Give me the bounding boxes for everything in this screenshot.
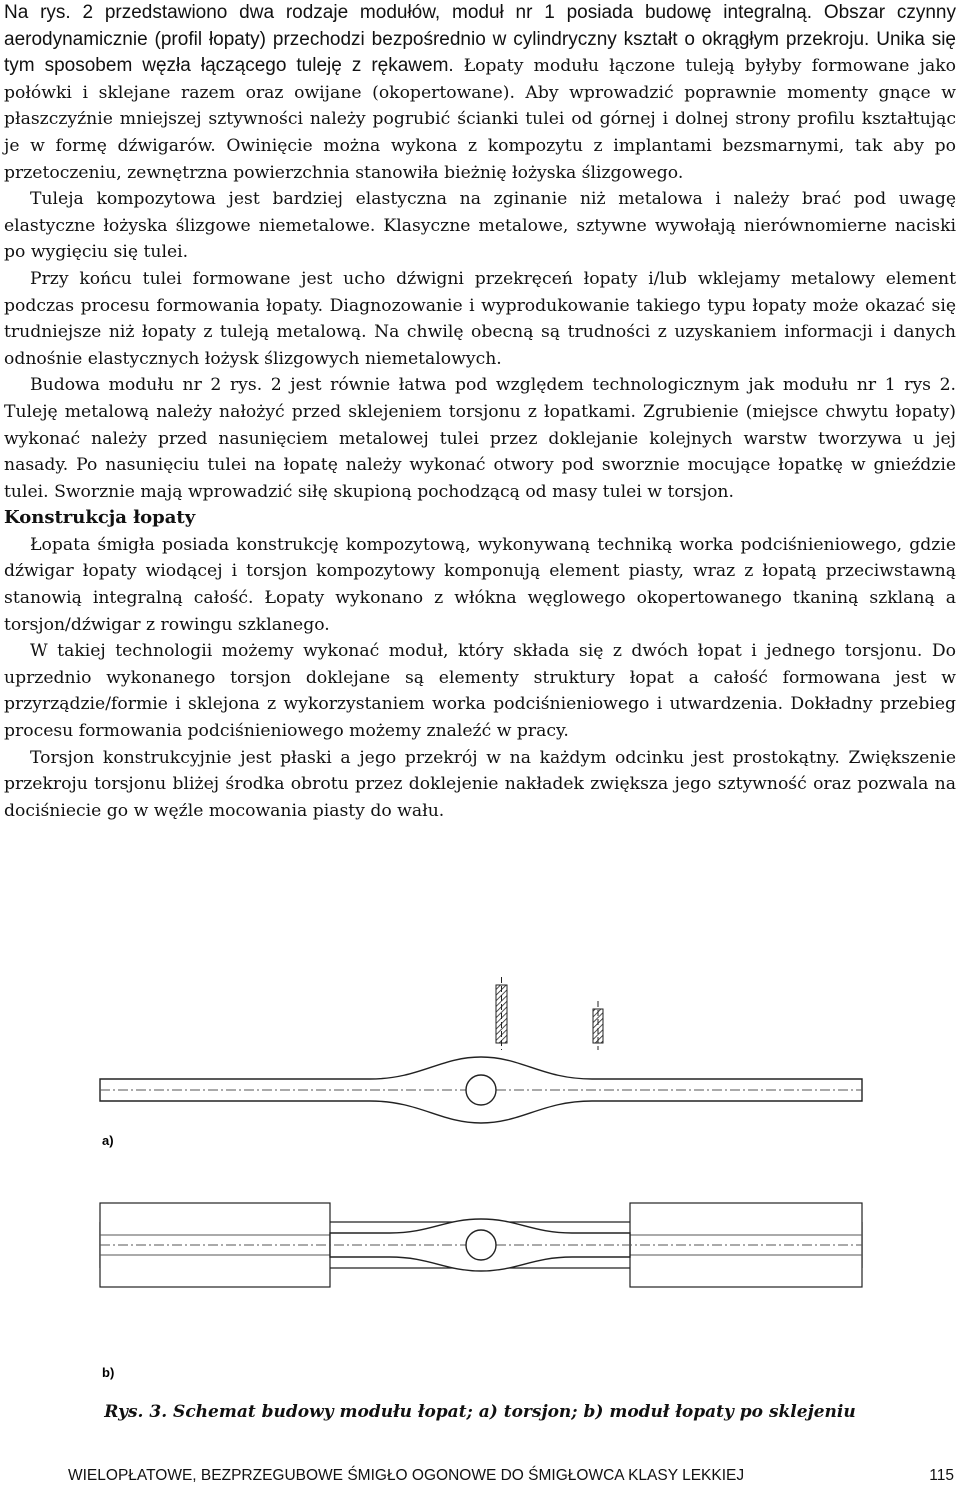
paragraph: Budowa modułu nr 2 rys. 2 jest równie łatwa pod względem technologicznym jak modułu nr 1 rys 2. Tuleję metalową należy nałożyć przed sklejeniem torsjonu z łopatkami. Zgrubienie (miejsce chwytu łopaty) wykonać należy przed nasunięciem metalowej tulei przez doklejanie kolejnych warstw tworzywa u jej nasady. Po nasunięciu tulei na łopatę należy wykonać otwory pod sworznie mocujące łopatkę w gnieździe tulei. Sworznie mają wprowadzić siłę skupioną pochodzącą od masy tulei w torsjon. [4,375,956,502]
torsion-view-a [100,977,862,1148]
paragraph [4,0,956,186]
body-text [4,0,956,824]
label-a: a) [102,1133,114,1148]
hub-hole-b [466,1230,496,1260]
page-number: 115 [929,1467,954,1484]
label-b: b) [102,1365,115,1380]
paragraph: W takiej technologii możemy wykonać moduł, który składa się z dwóch łopat i jednego torsjonu. Do uprzednio wykonanego torsjon doklejane są elementy struktury łopat a całość formowana jest w przyrządzie/formie i sklejona z wykorzystaniem worka podciśnieniowego i utwardzenia. Dokładny przebieg procesu formowania podciśnieniowego możemy znaleźć w pracy. [4,641,956,742]
text-run-serif: Łopaty modułu łączone tuleją byłyby formowane jako połówki i sklejane razem oraz owijane (okopertowane). [4,56,956,103]
torsion-drawing [80,975,880,1395]
hub-hole [466,1075,496,1105]
paragraph: Tuleja kompozytowa jest bardziej elastyczna na zginanie niż metalowa i należy brać pod uwagę elastyczne łożyska ślizgowe niemetalowe. Klasyczne metalowe, sztywne wywołają nierównomierne naciski po wygięciu się tulei. [4,189,956,263]
text-run-sans: Na rys. 2 przedstawiono dwa rodzaje modułów, moduł nr 1 posiada budowę integralną. Obszar czynny aerodynamicznie (profil łopaty) przechodzi bezpośrednio w cylindryczny kształt o okrągłym przekroju. Unika się tym sposobem węzła łączącego tuleję z rękawem. [4,2,956,77]
paragraph: Torsjon konstrukcyjnie jest płaski a jego przekrój w na każdym odcinku jest prostokątny. Zwiększenie przekroju torsjonu bliżej środka obrotu przez doklejenie nakładek zwiększa jego sztywność oraz pozwala na dociśniecie go w węźle mocowania piasty do wału. [4,747,956,821]
paragraph: Przy końcu tulei formowane jest ucho dźwigni przekręceń łopaty i/lub wklejamy metalowy element podczas procesu formowania łopaty. Diagnozowanie i wyprodukowanie takiego typu łopaty może okazać się trudniejsze niż łopaty z tuleją metalową. Na chwilę obecną są trudności z uzyskaniem informacji i danych odnośnie elastycznych łożysk ślizgowych niemetalowych. [4,268,956,369]
section-heading: Konstrukcja łopaty [4,507,196,529]
module-view-b [100,1203,862,1380]
paragraph: Łopata śmigła posiada konstrukcję kompozytową, wykonywaną techniką worka podciśnieniowego, gdzie dźwigar łopaty wiodącej i torsjon kompozytowy komponują element piasty, wraz z łopatą przeciwstawną stanowią integralną całość. Łopaty wykonano z włókna węglowego okopertowanego tkaniną szklaną a torsjon/dźwigar z rowingu szklanego. [4,534,956,635]
figure-caption: Rys. 3. Schemat budowy modułu łopat; a) torsjon; b) moduł łopaty po sklejeniu [104,1402,856,1422]
figure-torsion-schematic [80,975,880,1395]
text-run-serif: Aby wprowadzić poprawnie momenty gnące w płaszczyźnie mniejszej sztywności należy pogrubić ścianki tulei od górnej i dolnej strony profilu kształtując je w formę dźwigarów. Owinięcie można wykona z kompozytu z implantami bezsmarnymi, tak aby po przetoczeniu, zewnętrzna powierzchnia stanowiła bieżnię łożyska ślizgowego. [4,82,956,183]
footer-title: WIELOPŁATOWE, BEZPRZEGUBOWE ŚMIGŁO OGONOWE DO ŚMIGŁOWCA KLASY LEKKIEJ [68,1467,745,1484]
